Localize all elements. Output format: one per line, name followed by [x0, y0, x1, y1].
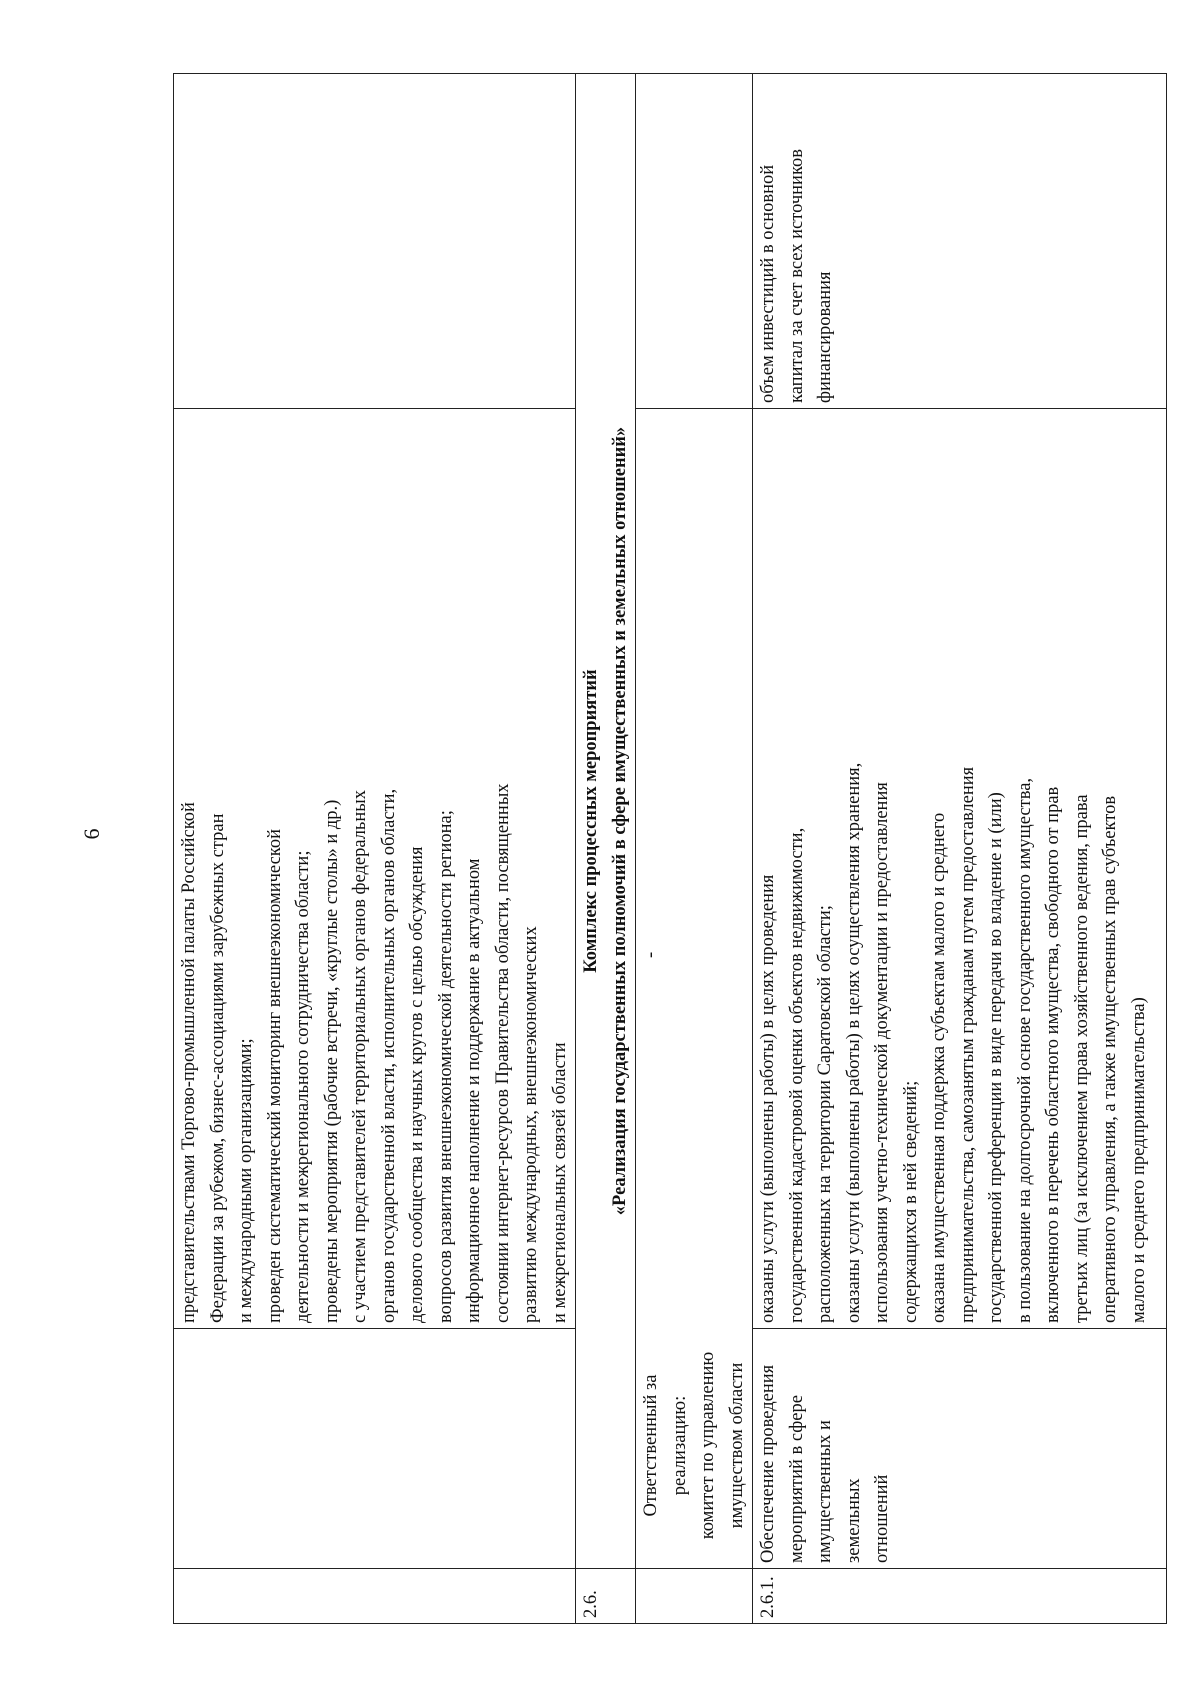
item-result: оказаны услуги (выполнены работы) в целях проведения государственной кадастровой оценки объектов недвижимости, расположенных на территории Саратовской области; оказаны услуги (выполнены работы) в целях осуществления хранения, использования учетно-технической документации и предоставления содержащихся в ней сведений; оказана имущественная поддержка субъектам малого и среднего предпринимательства, самозанятым гражданам путем предоставления государственной преференции в виде передачи во владение и (или) в пользование на долгосрочной основе государственного имущества, включенного в перечень областного имущества, свободного от прав третьих лиц (за исключением права хозяйственного ведения, права оперативного управления, а также имущественных прав субъектов малого и среднего предпринимательства) — [753, 409, 1167, 1329]
item-name: Обеспечение проведения мероприятий в сфере имущественных и земельных отношений — [753, 1329, 1167, 1569]
item-number: 2.6.1. — [753, 1569, 1167, 1624]
section-header-row — [576, 74, 636, 1624]
activities-table — [173, 73, 1167, 1624]
responsible-row — [636, 74, 753, 1624]
page-number: 6 — [79, 828, 104, 840]
rotated-table-container — [173, 74, 1149, 1624]
cell-result: представительствами Торгово-промышленной палаты Российской Федерации за рубежом, бизнес-ассоциациями зарубежных стран и международными организациями; проведен систематический мониторинг внешнеэкономической деятельности и межрегионального сотрудничества области; проведены мероприятия (рабочие встречи, «круглые столы» и др.) с участием представителей территориальных органов федеральных органов государственной власти, исполнительных органов области, делового сообщества и научных кругов с целью обсуждения вопросов развития внешнеэкономической деятельности региона; информационное наполнение и поддержание в актуальном состоянии интернет-ресурсов Правительства области, посвященных развитию международных, внешнеэкономических и межрегиональных связей области — [174, 409, 576, 1329]
responsible-num — [636, 1569, 753, 1624]
cell-name — [174, 1329, 576, 1569]
section-title-line2: «Реализация государственных полномочий в сфере имущественных и земельных отношений» — [609, 426, 630, 1216]
table-row-item — [753, 74, 1167, 1624]
responsible-indicator — [636, 74, 753, 409]
responsible-dash: - — [641, 951, 661, 958]
item-indicator: объем инвестиций в основной капитал за счет всех источников финансирования — [753, 74, 1167, 409]
section-title-cell — [576, 74, 636, 1569]
responsible-cell — [636, 409, 753, 1569]
cell-num — [174, 1569, 576, 1624]
table-row-continued — [174, 74, 576, 1624]
cell-indicator — [174, 74, 576, 409]
responsible-text: Ответственный за реализацию: комитет по управлению имуществом области — [641, 1351, 747, 1540]
section-title-line1: Комплекс процессных мероприятий — [581, 669, 601, 973]
section-number: 2.6. — [576, 1569, 636, 1624]
